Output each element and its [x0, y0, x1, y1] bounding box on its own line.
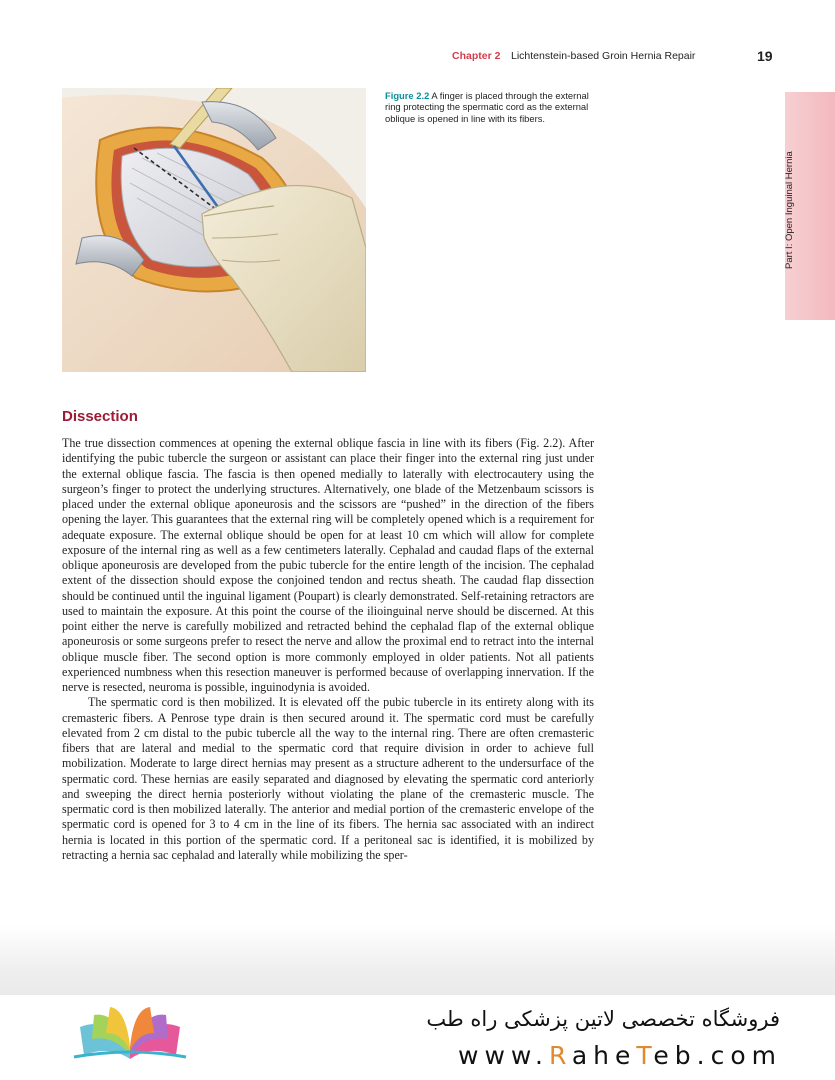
- paragraph-2: The spermatic cord is then mobilized. It is elevated off the pubic tubercle in its entirety along with its cremasteric fibers. A Penrose type drain is then secured around it. The spermatic cord must be carefully elevated from 2 cm distal to the pubic tubercle all the way to the internal ring. There are often cremasteric fibers that are lateral and medial to the spermatic cord that require division in order to achieve full mobilization. Moderate to large direct hernias may present as a structure adherent to the undersurface of the spermatic cord. These hernias are easily separated and diagnosed by elevating the spermatic cord anteriorly and sweeping the direct hernia posteriorly without violating the plane of the cremasteric muscle. The spermatic cord is then mobilized laterally. The anterior and medial portion of the cremasteric envelope of the spermatic cord is opened for 3 to 4 cm in the line of its fibers. The hernia sac associated with an indirect hernia is located in this portion of the spermatic cord. If a peritoneal sac is identified, it is mobilized by retracting a hernia sac cephalad and laterally while mobilizing the sper-: [62, 695, 594, 862]
- open-book-icon: [70, 1005, 190, 1065]
- store-url: [420, 1041, 782, 1070]
- url-eb: eb: [653, 1041, 697, 1070]
- paragraph-1: The true dissection commences at opening the external oblique fascia in line with its fibers (Fig. 2.2). After identifying the pubic tubercle the surgeon or assistant can place their finger into the external ring just under the external oblique fascia. The fascia is then opened medially to laterally with electrocautery using the surgeon’s finger to protect the underlying structures. Alternatively, one blade of the Metzenbaum scissors is placed under the external oblique aponeurosis and the scissors are “pushed” in the direction of the fibers opening the layer. This guarantees that the external ring will be completely opened which is a requirement for adequate exposure. The external oblique should be open for at least 10 cm which will allow for complete exposure of the internal ring as well as a few centimeters laterally. Cephalad and caudad flaps of the external oblique aponeurosis are developed from the pubic tubercle for the entire length of the incision. The cephalad extent of the dissection should expose the conjoined tendon and rectus sheath. The caudad flap dissection should be continued until the inguinal ligament (Poupart) is clearly demonstrated. Self-retaining retractors are used to maintain the exposure. At this point the course of the ilioinguinal nerve should be discerned. At this point either the nerve is carefully mobilized and retracted behind the cephalad flap of the external oblique aponeurosis or some surgeons prefer to resect the nerve and allow the proximal end to retract into the internal oblique muscle fiber. The second option is more commonly employed in older patients. Not all patients experienced numbness when this resection maneuver is performed because of overlapping innervation. If the nerve is resected, neuroma is possible, inguinodynia is avoided.: [62, 436, 594, 694]
- footer-watermark: [0, 995, 835, 1080]
- figure-caption: [385, 90, 600, 124]
- section-heading: Dissection: [62, 408, 138, 425]
- surgical-illustration: [62, 88, 366, 372]
- figure-illustration: [62, 88, 366, 372]
- url-t: T: [636, 1041, 654, 1070]
- store-name-persian: فروشگاه تخصصی لاتین پزشکی راه طب: [426, 1007, 780, 1031]
- url-suffix: .com: [696, 1041, 782, 1070]
- figure-caption-text: A finger is placed through the external ring protecting the spermatic cord as the external oblique is opened in line with its fibers.: [385, 90, 589, 124]
- chapter-title: Lichtenstein-based Groin Hernia Repair: [511, 50, 696, 62]
- url-prefix: www.: [458, 1041, 549, 1070]
- chapter-label: Chapter 2: [452, 50, 501, 62]
- url-r: R: [549, 1041, 572, 1070]
- url-ahe: ahe: [571, 1041, 637, 1070]
- body-text: [62, 436, 594, 863]
- running-header: [0, 48, 835, 68]
- page-number: 19: [757, 48, 773, 64]
- part-side-tab-label: Part I: Open Inguinal Hernia: [784, 151, 795, 269]
- figure-label: Figure 2.2: [385, 90, 430, 101]
- bottom-fade-overlay: [0, 925, 835, 1000]
- book-logo: [70, 1005, 190, 1065]
